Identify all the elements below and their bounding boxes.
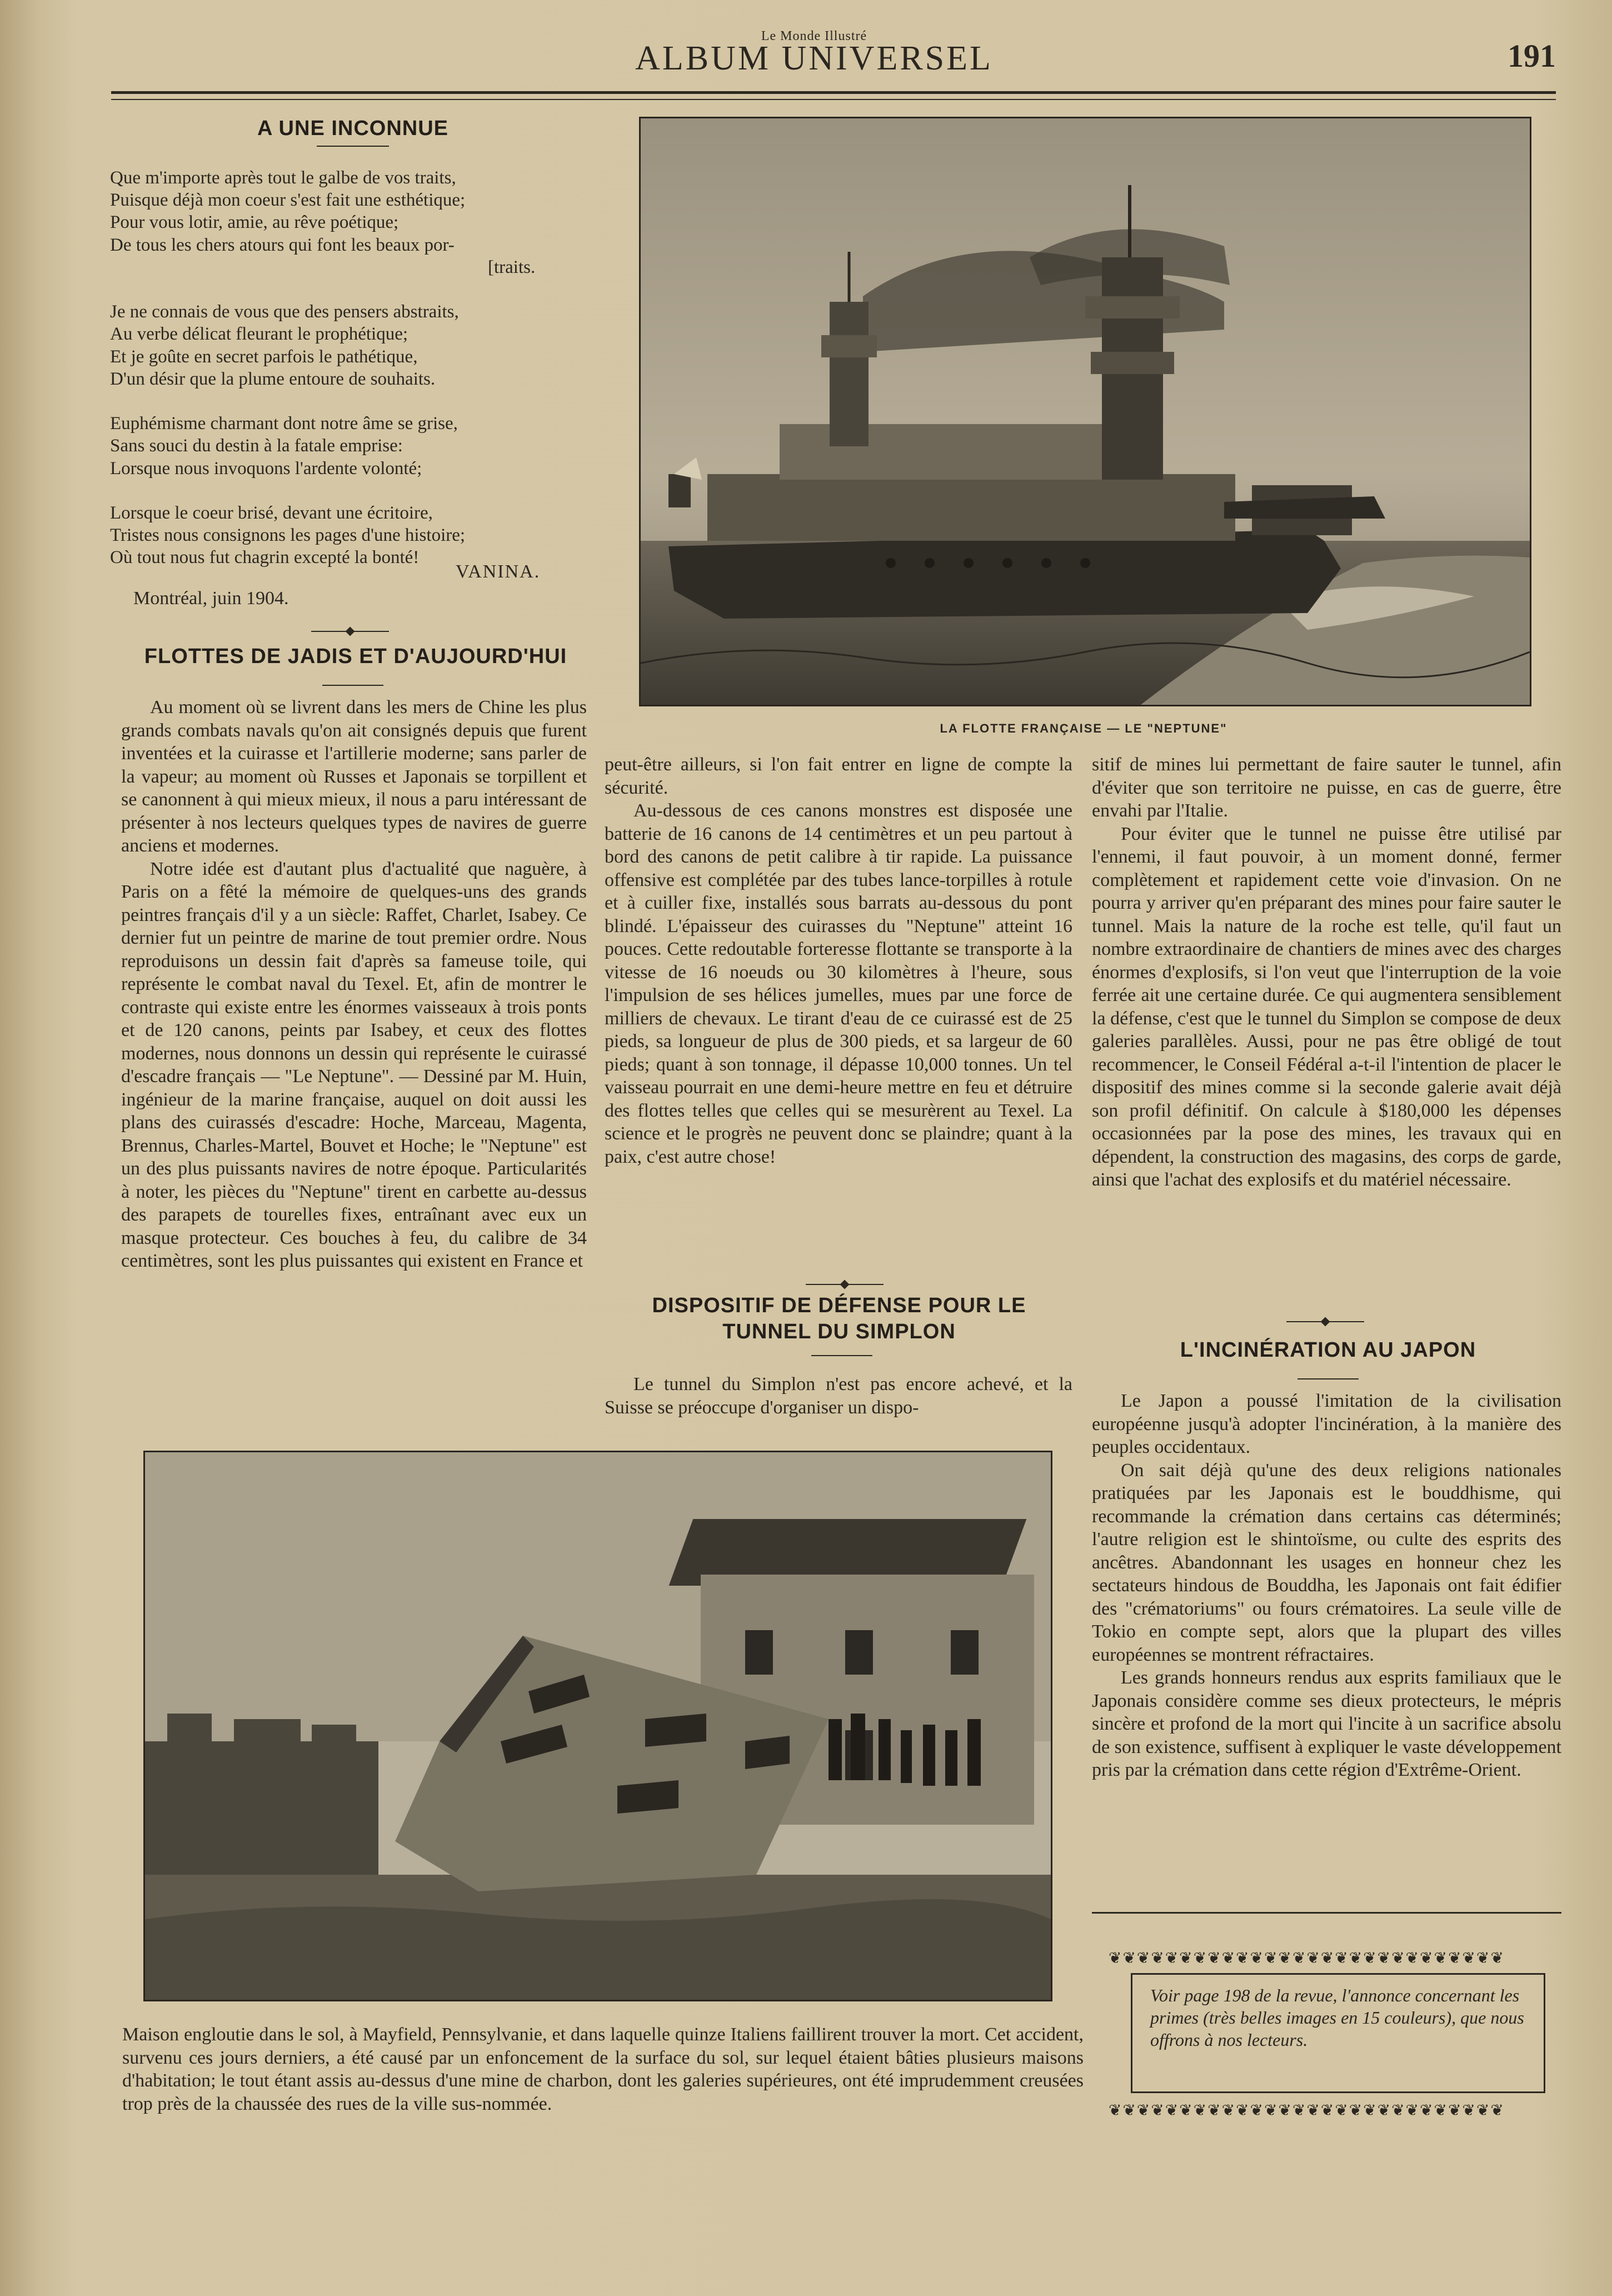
poem-line: Euphémisme charmant dont notre âme se grise, <box>110 414 458 434</box>
poem-line: D'un désir que la plume entoure de souhaits. <box>110 368 436 389</box>
house-caption: Maison engloutie dans le sol, à Mayfield, Pennsylvanie, et dans laquelle quinze Italiens faillirent trouver la mort. Cet accident, survenu ces jours derniers, a été causé par un enfoncement de la surface du sol, sur lequel étaient bâties plusieurs maisons d'habitation; le tout étant assis au-dessus d'une mine de charbon, dont les galeries supérieures, ont été imprudemment creusées trop près de la chaussée des rues de la ville sus-nommée. <box>122 2024 1084 2114</box>
poem-line: Et je goûte en secret parfois le pathétique, <box>110 346 418 367</box>
ship-illustration <box>639 117 1531 706</box>
article-japon-body <box>1092 1389 1561 1884</box>
section-ornament <box>1286 1317 1364 1326</box>
battleship-neptune-image <box>641 118 1530 705</box>
ornamental-border-top: ❦❦❦❦❦❦❦❦❦❦❦❦❦❦❦❦❦❦❦❦❦❦❦❦❦❦❦❦ <box>1109 1951 1505 1965</box>
masthead-rule-thick <box>111 91 1556 94</box>
notice-box-border <box>1109 1951 1570 2118</box>
masthead-title: ALBUM UNIVERSEL <box>635 39 993 77</box>
paragraph: On sait déjà qu'une des deux religions nationales pratiquées par les Japonais est le bouddhisme, qui recommande la crémation dans certains cas déterminés; l'autre religion est le shintoïsme, ou culte des esprits des ancêtres. Abandonnant les usages en honneur chez les sectateurs hindous de Bouddha, les Japonais ont fait édifier des "crématoriums" ou fours crématoires. La seule ville de Tokio en compte sept, alors que la plupart des villes européennes se montrent réfractaires. <box>1092 1460 1561 1665</box>
article-flottes-col1 <box>121 696 587 1449</box>
paragraph: Notre idée est d'autant plus d'actualité que naguère, à Paris on a fêté la mémoire de quelques-uns des grands peintres français d'il y a un siècle: Raffet, Charlet, Isabey. Ce dernier fut un peintre de marine de tout premier ordre. Nous reproduisons un dessin fait d'après sa fameuse toile, qui représente le combat naval du Texel. Et, afin de montrer le contraste qui existe entre les énormes vaisseaux à trois ponts et de 120 canons, peints par Isabey, et ceux des flottes modernes, nous donnons un dessin qui représente le cuirassé d'escadre français — "Le Neptune". — Dessiné par M. Huin, ingénieur de la marine française, auquel on doit aussi les plans des cuirassés d'escadre: Hoche, Marceau, Magenta, Brennus, Charles-Martel, Bouvet et Hoche; le "Neptune" est un des plus puissants navires de notre époque. Particularités à noter, les pièces du "Neptune" tirent en carbette au-dessus des parapets de tourelles fixes, entraînant avec eux un masque protecteur. Ces bouches à feu, du calibre de 34 centimètres, sont les plus puissantes qui existent en France et <box>121 858 587 1271</box>
poem-line: Sans souci du destin à la fatale emprise: <box>110 436 403 456</box>
poem-line <box>110 390 599 412</box>
article-flottes-col2 <box>605 753 1072 1270</box>
poem-signature: VANINA. <box>456 561 541 582</box>
japon-end-rule <box>1092 1912 1561 1914</box>
article-simplon-title-rule <box>811 1355 872 1356</box>
poem-line: Où tout nous fut chagrin excepté la bonté! <box>110 547 420 568</box>
ornamental-border-bottom: ❦❦❦❦❦❦❦❦❦❦❦❦❦❦❦❦❦❦❦❦❦❦❦❦❦❦❦❦ <box>1109 2103 1505 2118</box>
paragraph: Pour éviter que le tunnel ne puisse être utilisé par l'ennemi, il faut pouvoir, à un moment donné, fermer complètement et rapidement cette voie d'invasion. On ne pourra y arriver qu'en préparant des mines pour faire sauter le tunnel. Mais la nature de la roche est telle, qu'il faut un nombre extraordinaire de chantiers de mines avec des charges énormes d'explosifs, si l'on veut que l'interruption de la voie ferrée ait une certaine durée. Ce qui augmentera sensiblement la défense, c'est que le tunnel du Simplon se compose de deux galeries parallèles. Aussi, pour ne pas être obligé de tout recommencer, le Conseil Fédéral a-t-il l'intention de placer le dispositif des mines comme si la seconde galerie avait déjà son profil définitif. On calcule à $180,000 les dépenses occasionnées par la pose des mines, les travaux qui en dépendent, la construction des magasins, des corps de garde, ainsi que l'achat des explosifs et du matériel nécessaire. <box>1092 823 1561 1190</box>
section-ornament <box>806 1280 884 1289</box>
paragraph: Au-dessous de ces canons monstres est disposée une batterie de 16 canons de 14 centimètres et un peu partout à bord des canons de petit calibre à tir rapide. La puissance offensive est complétée par des tubes lance-torpilles à rotule et à cuiller fixe, installés sous barrats au-dessous du pont blindé. L'épaisseur des cuirasses du "Neptune" atteint 16 pouces. Cette redoutable forteresse flottante se transporte à la vitesse de 16 noeuds ou 30 kilomètres à l'heure, sous l'impulsion de ses hélices jumelles, mues par une force de milliers de chevaux. Le tirant d'eau de ce cuirassé est de 25 pieds, sa longueur de plus de 300 pieds, et sa largeur de 60 pieds; quant à son tonnage, il dépasse 10,000 tonnes. Un tel vaisseau pourrait en une demi-heure mettre en feu et détruire des flottes telles que celles qui se mesurèrent au Texel. La science et le progrès ne peuvent donc se plaindre; quant à la paix, c'est autre chose! <box>605 800 1072 1167</box>
sunken-house-image <box>145 1452 1051 2000</box>
poem-line: Lorsque nous invoquons l'ardente volonté; <box>110 458 422 479</box>
paragraph: Le Japon a poussé l'imitation de la civilisation européenne jusqu'à adopter l'incinération, à la manière des peuples occidentaux. <box>1092 1391 1561 1457</box>
poem-line: De tous les chers atours qui font les beaux por- <box>110 235 455 255</box>
poem-line: Au verbe délicat fleurant le prophétique; <box>110 324 408 345</box>
poem-line: Lorsque le coeur brisé, devant une écritoire, <box>110 503 433 524</box>
paragraph: sitif de mines lui permettant de faire sauter le tunnel, afin d'éviter que son territoire ne puisse, en cas de guerre, être envahi par l'Italie. <box>1092 754 1561 821</box>
ship-caption: LA FLOTTE FRANÇAISE — LE "NEPTUNE" <box>940 721 1227 735</box>
article-flottes-title: FLOTTES DE JADIS ET D'AUJOURD'HUI <box>144 645 567 668</box>
masthead-kicker: Le Monde Illustré <box>761 29 867 43</box>
article-simplon-col3 <box>1092 753 1561 1306</box>
article-flottes-title-rule <box>322 685 383 686</box>
article-japon-title-rule <box>1297 1378 1359 1379</box>
sunken-house-photo <box>143 1451 1052 2001</box>
notice-text: Voir page 198 de la revue, l'annonce concernant les primes (très belles images en 15 couleurs), que nous offrons à nos lecteurs. <box>1150 1985 1524 2050</box>
article-simplon-title-line2: TUNNEL DU SIMPLON <box>722 1320 956 1343</box>
poem-body <box>110 167 599 569</box>
article-simplon-col2 <box>605 1373 1072 1419</box>
poem-line: Puisque déjà mon coeur s'est fait une esthétique; <box>110 190 466 211</box>
poem-line: Que m'importe après tout le galbe de vos traits, <box>110 168 456 188</box>
poem-line <box>110 480 599 502</box>
poem-line: Je ne connais de vous que des pensers abstraits, <box>110 302 459 322</box>
poem-title: A UNE INCONNUE <box>257 117 449 140</box>
poem-line: Tristes nous consignons les pages d'une histoire; <box>110 525 466 546</box>
section-ornament <box>311 627 389 636</box>
paragraph: Le tunnel du Simplon n'est pas encore achevé, et la Suisse se préoccupe d'organiser un dispo- <box>605 1374 1072 1418</box>
poem-dateline: Montréal, juin 1904. <box>133 588 289 609</box>
poem-line: [traits. <box>488 257 536 277</box>
page-number: 191 <box>1508 38 1556 74</box>
paragraph: Au moment où se livrent dans les mers de Chine les plus grands combats navals qu'on ait consignés depuis que furent inventées et la cuirasse et l'artillerie moderne; sans parler de la vapeur; au moment où Russes et Japonais se torpillent et se canonnent à qui mieux mieux, il nous a paru intéressant de présenter à nos lecteurs quelques types de navires de guerre anciens et modernes. <box>121 697 587 856</box>
article-japon-title: L'INCINÉRATION AU JAPON <box>1180 1338 1476 1362</box>
article-simplon-title-line1: DISPOSITIF DE DÉFENSE POUR LE <box>652 1294 1026 1317</box>
paragraph: Les grands honneurs rendus aux esprits familiaux que le Japonais considère comme ses dieux protecteurs, le mépris sincère et profond de la mort qui l'incite à un sacrifice absolu de son existence, suffisent à expliquer le vaste développement pris par la crémation dans cette région d'Extrême-Orient. <box>1092 1667 1561 1780</box>
poem-line: Pour vous lotir, amie, au rêve poétique; <box>110 212 399 233</box>
paragraph: peut-être ailleurs, si l'on fait entrer en ligne de compte la sécurité. <box>605 754 1072 798</box>
poem-title-rule <box>317 146 389 147</box>
poem-line <box>110 278 599 301</box>
masthead-rule-thin <box>111 99 1556 100</box>
